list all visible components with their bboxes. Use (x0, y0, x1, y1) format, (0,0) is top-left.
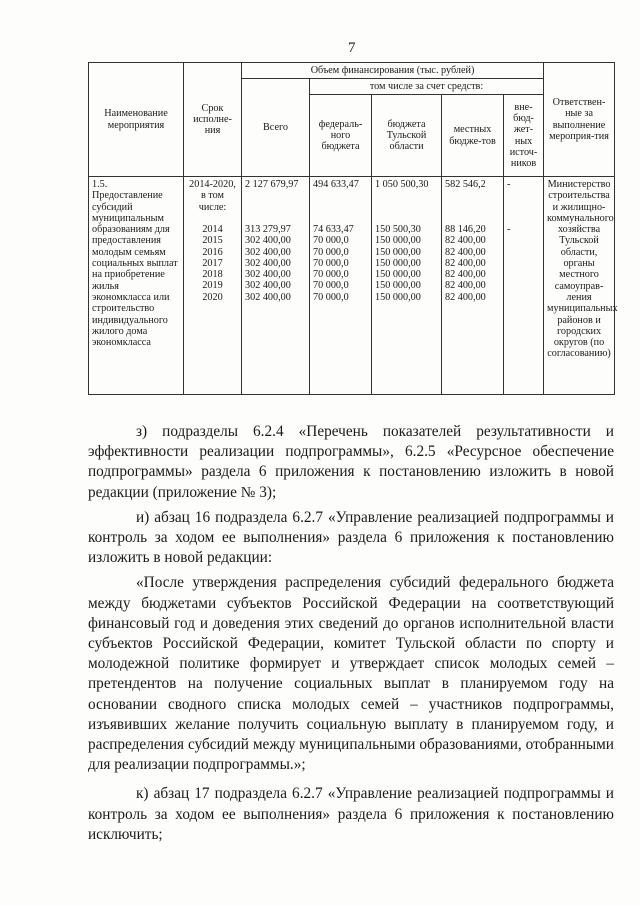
regional-year-cell: 150 000,00 (375, 235, 421, 247)
year-cell: 2015 (202, 235, 223, 247)
local-year-cell: 88 146,20 (445, 224, 486, 235)
year-cell: 2017 (202, 257, 223, 269)
year-cell: 2020 (202, 291, 223, 303)
federal-year-cell: 74 633,47 (313, 224, 354, 235)
total-year-cell: 302 400,00 (245, 257, 291, 269)
paragraph-i: и) абзац 16 подраздела 6.2.7 «Управление реализацией подпрограммы и контроль за ходом ее выполнения» раздела 6 приложения к постановлению изложить в новой редакции: (88, 508, 614, 567)
year-cell: 2019 (202, 280, 223, 292)
local-year-cell: 82 400,00 (445, 246, 486, 258)
total-year-cell: 302 400,00 (245, 291, 291, 303)
total-by-year (245, 224, 306, 303)
federal-year-cell: 70 000,0 (313, 246, 349, 258)
regional-year-cell: 150 000,00 (375, 280, 421, 292)
paragraph-k: к) абзац 17 подраздела 6.2.7 «Управление реализацией подпрограммы и контроль за ходом ее выполнения» раздела 6 приложения к постановлению исключить; (88, 785, 614, 843)
federal-year-cell: 70 000,0 (313, 257, 349, 269)
year-cell: 2016 (202, 246, 223, 258)
local-year-cell: 82 400,00 (445, 257, 486, 269)
years-list (187, 224, 238, 303)
total-year-cell: 302 400,00 (245, 246, 291, 258)
total-sum: 2 127 679,97 (245, 179, 299, 190)
extra-sum: - (507, 179, 511, 190)
regional-year-cell: 150 000,00 (375, 291, 421, 303)
row-responsible: Министерство строительства и жилищно-коммунального хозяйства Тульской области, органы местного самоуправ-ления муниципальных районов и городских округов (по согласованию) (544, 177, 615, 395)
header-local: местных бюдже-тов (442, 95, 504, 177)
year-cell: 2018 (202, 269, 223, 281)
row-name: 1.5. Предоставление субсидий муниципальным образованиям для предоставления молодым семьям социальных выплат на приобретение жилья экономкласса или строительство индивидуального жилого дома экономкласса (89, 177, 184, 395)
page-number: 7 (348, 40, 356, 56)
header-including: том числе за счет средств: (310, 79, 544, 95)
local-by-year (445, 224, 500, 303)
header-funding: Объем финансирования (тыс. рублей) (242, 63, 544, 79)
paragraph-z: з) подразделы 6.2.4 «Перечень показателей результативности и эффективности реализации подпрограммы», 6.2.5 «Ресурсное обеспечение подпрограммы» раздела 6 приложения к постановлению изложить в новой редакции (приложение № 3); (88, 423, 614, 501)
regional-by-year (375, 224, 438, 303)
total-year-cell: 302 400,00 (245, 280, 291, 292)
regional-year-cell: 150 000,00 (375, 257, 421, 269)
federal-sum: 494 633,47 (313, 179, 359, 190)
federal-year-cell: 70 000,0 (313, 291, 349, 303)
local-year-cell: 82 400,00 (445, 291, 486, 303)
federal-year-cell: 70 000,0 (313, 235, 349, 247)
federal-by-year (313, 224, 368, 303)
funding-table (88, 62, 618, 395)
total-year-cell: 313 279,97 (245, 224, 291, 235)
body-text (88, 422, 614, 850)
regional-sum: 1 050 500,30 (375, 179, 429, 190)
header-regional: бюджета Тульской области (372, 95, 442, 177)
header-term: Срок исполне-ния (184, 63, 242, 177)
federal-year-cell: 70 000,0 (313, 269, 349, 281)
term-header: 2014-2020, в том числе: (189, 179, 236, 213)
header-extra: вне-бюд-жет-ных источ-ников (504, 95, 544, 177)
regional-year-cell: 150 500,30 (375, 224, 421, 235)
regional-year-cell: 150 000,00 (375, 246, 421, 258)
extra-2014: - (507, 224, 511, 235)
header-name: Наименование мероприятия (89, 63, 184, 177)
year-cell: 2014 (202, 224, 223, 235)
local-year-cell: 82 400,00 (445, 235, 486, 247)
total-year-cell: 302 400,00 (245, 269, 291, 281)
local-year-cell: 82 400,00 (445, 280, 486, 292)
federal-year-cell: 70 000,0 (313, 280, 349, 292)
header-federal: федераль-ного бюджета (310, 95, 372, 177)
header-total: Всего (242, 79, 310, 177)
local-sum: 582 546,2 (445, 179, 486, 190)
total-year-cell: 302 400,00 (245, 235, 291, 247)
regional-year-cell: 150 000,00 (375, 269, 421, 281)
header-responsible: Ответствен-ные за выполнение мероприя-тия (544, 63, 615, 177)
paragraph-quote: «После утверждения распределения субсидий федерального бюджета между бюджетами субъектов Российской Федерации на соответствующий финансовый год и доведения этих сведений до органов исполнительной власти субъектов Российской Федерации, комитет Тульской области по спорту и молодежной политике формирует и утверждает список молодых семей – претендентов на получение социальных выплат в планируемом году на основании сводного списка молодых семей – участников подпрограммы, изъявивших желание получить социальную выплату в планируемом году, и распределения субсидий между муниципальными образованиями, отобранными для реализации подпрограммы.»; (88, 574, 614, 774)
local-year-cell: 82 400,00 (445, 269, 486, 281)
